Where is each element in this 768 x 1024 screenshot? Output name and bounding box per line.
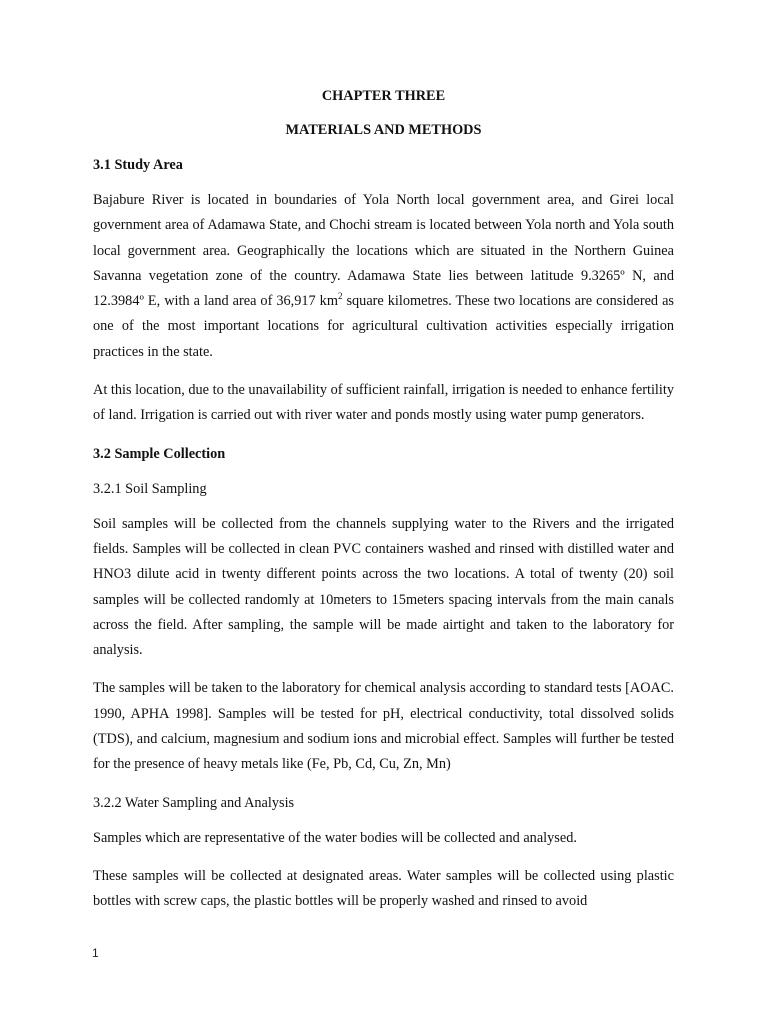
chapter-subtitle: MATERIALS AND METHODS <box>285 122 482 138</box>
section-heading-sample-collection: 3.2 Sample Collection <box>93 445 226 462</box>
paragraph-soil-analysis: The samples will be taken to the laboratory for chemical analysis according to standard tests [AOAC. 1990, APHA 1998]. Samples will be tested for pH, electrical conductivity, total dissolved solids (TDS), and calcium, magnesium and sodium ions and microbial effect. Samples will further be tested for the presence of heavy metals like (Fe, Pb, Cd, Cu, Zn, Mn) <box>93 680 674 773</box>
paragraph-soil-sampling: Soil samples will be collected from the channels supplying water to the Rivers and the irrigated fields. Samples will be collected in clean PVC containers washed and rinsed with distilled water and HNO3 dilute acid in twenty different points across the two locations. A total of twenty (20) soil samples will be collected randomly at 10meters to 15meters spacing intervals from the main canals across the field. After sampling, the sample will be made airtight and taken to the laboratory for analysis. <box>93 515 674 659</box>
page-content <box>93 86 674 915</box>
superscript: 2 <box>337 291 343 302</box>
chapter-title: CHAPTER THREE <box>321 88 446 104</box>
subsection-heading-water-sampling: 3.2.2 Water Sampling and Analysis <box>93 794 295 811</box>
page-number: 1 <box>92 946 99 960</box>
paragraph-text: Bajabure River is located in boundaries of Yola North local government area, and Girei local government area of Adamawa State, and Chochi stream is located between Yola north and Yola south local government area. Geographically the locations which are situated in the Northern Guinea Savanna vegetation zone of the country. Adamawa State lies between latitude 9.3265º N, and 12.3984º E, with a land area of 36,917 km <box>93 192 674 310</box>
subsection-heading-soil-sampling: 3.2.1 Soil Sampling <box>93 480 207 497</box>
paragraph-water-collection: These samples will be collected at designated areas. Water samples will be collected using plastic bottles with screw caps, the plastic bottles will be properly washed and rinsed to avoid <box>93 867 674 910</box>
paragraph-study-area <box>93 188 674 365</box>
section-heading-study-area: 3.1 Study Area <box>93 157 183 173</box>
paragraph-irrigation: At this location, due to the unavailability of sufficient rainfall, irrigation is needed to enhance fertility of land. Irrigation is carried out with river water and ponds mostly using water pump generators. <box>93 382 674 424</box>
paragraph-water-representative: Samples which are representative of the water bodies will be collected and analysed. <box>93 829 577 846</box>
paragraph-text: square kilometres. These two locations are considered as one of the most important locations for agricultural cultivation activities especially irrigation practices in the state. <box>93 293 674 360</box>
